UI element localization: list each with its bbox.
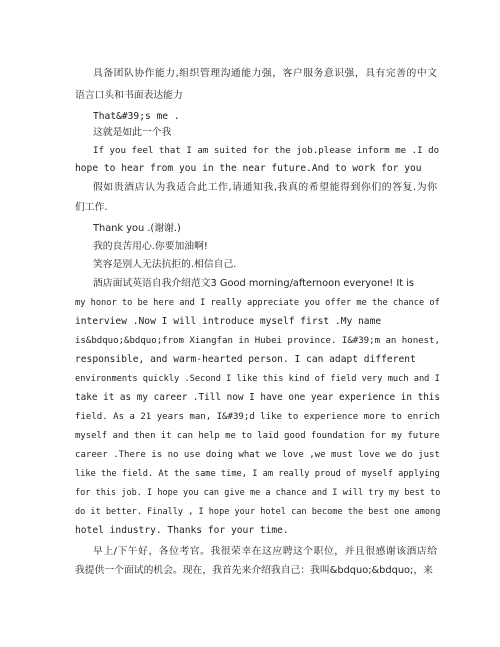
paragraph-line: is&bdquo;&bdquo;from Xiangfan in Hubei province. I&#39;m an honest, <box>75 336 440 346</box>
paragraph-line: 我提供一个面试的机会。现在，我首先来介绍我自己：我叫&bdquo;&bdquo;，来 <box>75 565 433 576</box>
paragraph-line: responsible, and warm-hearted person. I can adapt different <box>75 354 416 365</box>
paragraph-line: career .There is no use doing what we love ,we must love we do just <box>75 450 440 460</box>
paragraph-line: like the field. At the same time, I am really proud of myself applying <box>75 469 440 479</box>
paragraph-line: That&#39;s me . <box>93 111 180 122</box>
paragraph-line: hope to hear from you in the near future.And to work for you <box>75 163 422 174</box>
paragraph-line: 这就是如此一个我 <box>93 127 172 138</box>
paragraph-line: 我的良苦用心.你要加油啊! <box>93 241 208 252</box>
paragraph-line: interview .Now I will introduce myself first .My name <box>75 316 382 327</box>
paragraph-line: myself and then it can help me to laid good foundation for my future <box>75 431 440 441</box>
paragraph-line: do it better. Finally , I hope your hotel can become the best one among <box>75 507 441 517</box>
paragraph-line: my honor to be here and I really appreciate you offer me the chance of <box>75 298 440 308</box>
paragraph-line: 具备团队协作能力,组织管理沟通能力强，客户服务意识强，具有完善的中文 <box>93 68 437 79</box>
paragraph-line: 早上/下午好，各位考官。我很荣幸在这应聘这个职位，并且很感谢该酒店给 <box>93 546 437 557</box>
paragraph-line: 语言口头和书面表达能力 <box>75 90 183 101</box>
paragraph-line: for this job. I hope you can give me a chance and I will try my best to <box>75 488 441 498</box>
paragraph-line: Thank you .(谢谢.) <box>93 223 181 234</box>
paragraph-line: environments quickly .Second I like this kind of field very much and I <box>75 374 440 384</box>
paragraph-line: hotel industry. Thanks for your time. <box>75 525 289 536</box>
paragraph-line: If you feel that I am suited for the job.please inform me .I do <box>93 146 440 156</box>
paragraph-line: 们工作. <box>75 202 108 213</box>
paragraph-line: 假如贵酒店认为我适合此工作,请通知我,我真的希望能得到你们的答复.为你 <box>93 182 437 193</box>
paragraph-line: take it as my career .Till now I have one year experience in this <box>75 392 441 403</box>
paragraph-line: 笑容是别人无法抗拒的.相信自己. <box>93 259 237 270</box>
paragraph-line: 酒店面试英语自我介绍范文3 Good morning/afternoon everyone! It is <box>93 278 415 289</box>
paragraph-line: field. As a 21 years man, I&#39;d like to experience more to enrich <box>75 412 440 422</box>
